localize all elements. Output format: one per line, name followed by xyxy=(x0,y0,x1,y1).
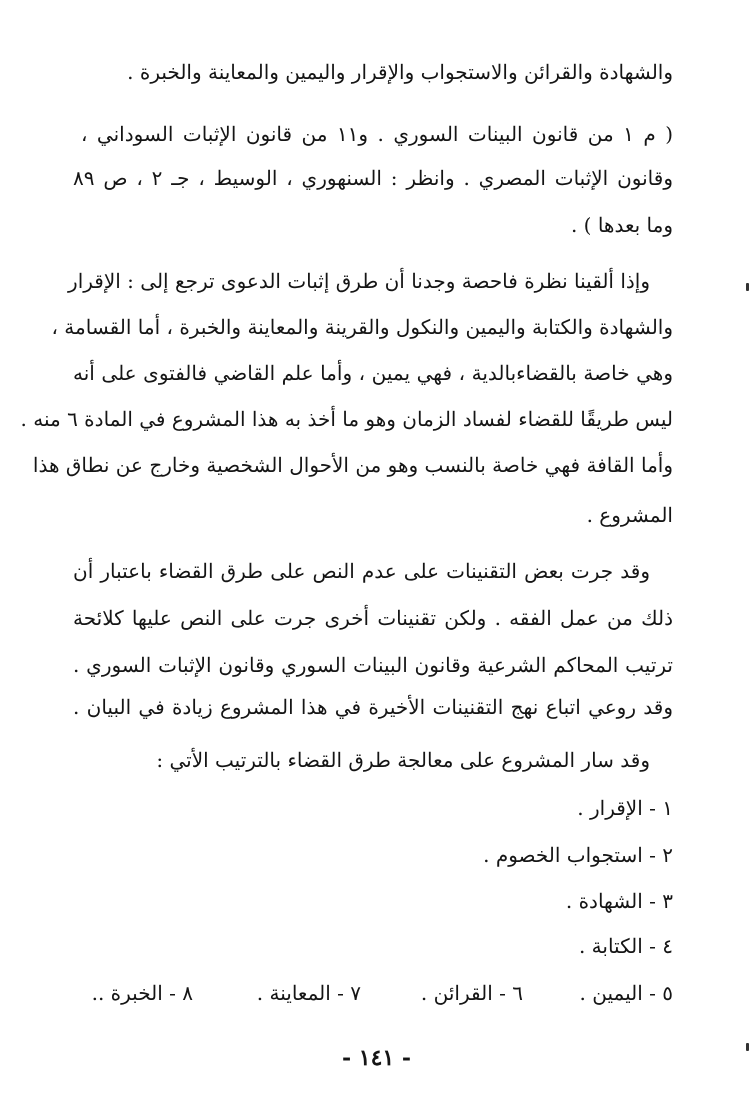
list-item-2: ٢ - استجواب الخصوم . xyxy=(483,843,673,867)
text-line-15: وقد سار المشروع على معالجة طرق القضاء بالترتيب الأتي : xyxy=(156,748,650,772)
list-item-3: ٣ - الشهادة . xyxy=(565,889,673,913)
text-line-5: وإذا ألقينا نظرة فاحصة وجدنا أن طرق إثبات الدعوى ترجع إلى : الإقرار xyxy=(68,269,650,293)
scan-speck xyxy=(746,283,749,291)
list-item-8: ٨ - الخبرة .. xyxy=(91,981,193,1005)
list-item-7: ٧ - المعاينة . xyxy=(256,981,361,1005)
text-line-11: وقد جرت بعض التقنينات على عدم النص على طرق القضاء باعتبار أن xyxy=(73,559,650,583)
text-line-8: ليس طريقًا للقضاء لفساد الزمان وهو ما أخذ به هذا المشروع في المادة ٦ منه . xyxy=(20,407,673,431)
text-line-7: وهي خاصة بالقضاءبالدية ، فهي يمين ، وأما علم القاضي فالفتوى على أنه xyxy=(73,361,673,385)
list-item-1: ١ - الإقرار . xyxy=(577,796,673,820)
list-item-6: ٦ - القرائن . xyxy=(420,981,523,1005)
text-line-1: والشهادة والقرائن والاستجواب والإقرار واليمين والمعاينة والخبرة . xyxy=(127,60,673,84)
list-row-5-8 xyxy=(73,978,673,1008)
text-line-10: المشروع . xyxy=(586,503,673,527)
text-line-3: وقانون الإثبات المصري . وانظر : السنهوري ، الوسيط ، جـ ٢ ، ص ٨٩ xyxy=(73,166,673,190)
text-line-4: وما بعدها ) . xyxy=(570,213,673,237)
list-item-5: ٥ - اليمين . xyxy=(579,981,673,1005)
text-line-6: والشهادة والكتابة واليمين والنكول والقرينة والمعاينة والخبرة ، أما القسامة ، xyxy=(51,315,673,339)
page-number: - ١٤١ - xyxy=(341,1045,412,1071)
text-line-12: ذلك من عمل الفقه . ولكن تقنينات أخرى جرت على النص عليها كلائحة xyxy=(73,606,673,630)
scan-speck xyxy=(746,1043,749,1051)
text-line-13: ترتيب المحاكم الشرعية وقانون البينات السوري وقانون الإثبات السوري . xyxy=(73,653,673,677)
text-line-9: وأما القافة فهي خاصة بالنسب وهو من الأحوال الشخصية وخارج عن نطاق هذا xyxy=(32,453,673,477)
text-line-2: ( م ١ من قانون البينات السوري . و١١ من قانون الإثبات السوداني ، xyxy=(81,122,674,146)
list-item-4: ٤ - الكتابة . xyxy=(578,934,673,958)
text-line-14: وقد روعي اتباع نهج التقنينات الأخيرة في هذا المشروع زيادة في البيان . xyxy=(73,695,673,719)
